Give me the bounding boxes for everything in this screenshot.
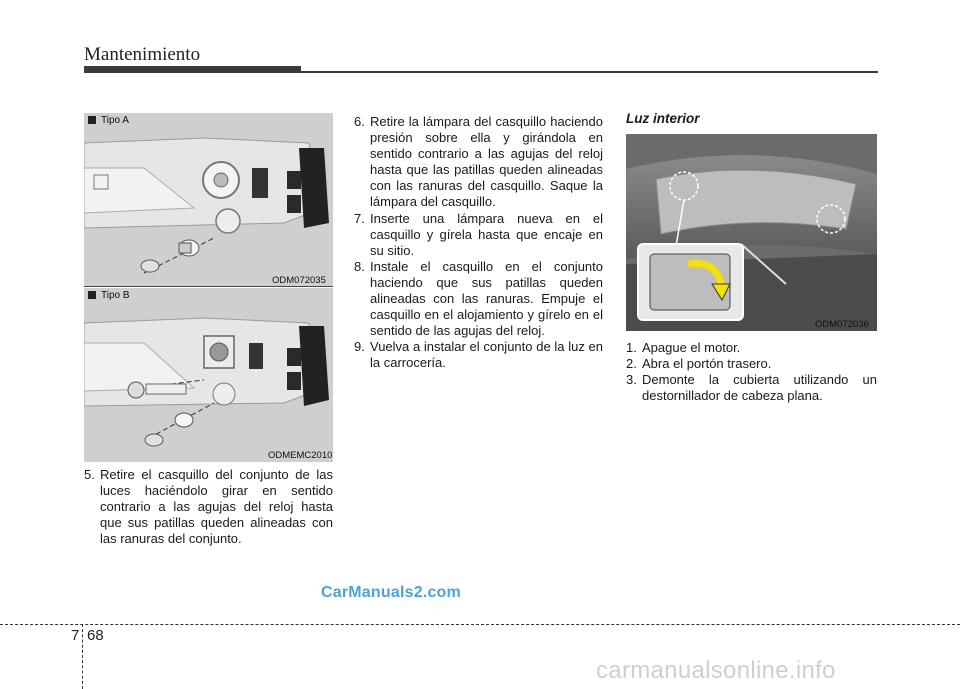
figure-tipo-a-code: ODM072035	[272, 275, 326, 286]
step-8	[354, 259, 603, 339]
step-number: 5.	[84, 467, 95, 482]
step-text: Retire el casquillo del conjunto de las luces haciéndolo girar en sentido contrario a las agujas del reloj hasta que sus patillas queden alineadas con las ranuras del conjunto.	[100, 467, 333, 547]
step-number: 1.	[626, 340, 637, 355]
section-title-luz-interior: Luz interior	[626, 111, 700, 126]
bullet-square-icon	[88, 291, 96, 299]
figure-tipo-a-label-text: Tipo A	[101, 115, 129, 126]
header-rule-thin	[84, 71, 878, 73]
step-number: 9.	[354, 339, 365, 355]
page-header-title: Mantenimiento	[84, 44, 201, 65]
column-3-text	[626, 340, 877, 404]
figure-tipo-a	[84, 113, 333, 286]
step-number: 7.	[354, 210, 365, 226]
footer-vertical-dashed-rule	[82, 624, 83, 689]
step-text: Vuelva a instalar el conjunto de la luz en la carrocería.	[370, 339, 603, 371]
figure-tipo-a-label	[88, 115, 129, 126]
step-number: 2.	[626, 356, 637, 372]
step-text: Apague el motor.	[642, 340, 741, 355]
step-number: 3.	[626, 372, 637, 388]
section-number: 7	[71, 627, 80, 644]
step-number: 6.	[354, 114, 365, 129]
step-7	[354, 211, 603, 259]
tailgate-interior-light-illustration	[626, 134, 877, 331]
figure-luz-interior	[626, 134, 877, 331]
figure-tipo-b-code: ODMEMC2010	[268, 450, 333, 461]
bullet-square-icon	[88, 116, 96, 124]
step-text: Instale el casquillo en el conjunto haciendo que sus patillas queden alineadas con las ranuras. Empuje el casquillo en el alojamiento y gírelo en el sentido de las agujas del reloj.	[370, 258, 603, 339]
watermark-link[interactable]: CarManuals2.com	[321, 584, 461, 601]
step-1	[626, 340, 877, 356]
figure-divider	[84, 286, 333, 287]
step-number: 8.	[354, 258, 365, 274]
headlamp-type-a-illustration	[84, 113, 333, 286]
figure-luz-interior-code: ODM072036	[815, 319, 869, 330]
step-6	[354, 114, 603, 211]
column-2-text	[354, 114, 603, 372]
watermark-bottom: carmanualsonline.info	[596, 657, 836, 684]
figure-tipo-b-label	[88, 290, 130, 301]
figure-tipo-b-label-text: Tipo B	[101, 290, 130, 301]
column-1-text	[84, 467, 333, 547]
step-text: Inserte una lámpara nueva en el casquillo y gírela hasta que encaje en su sitio.	[370, 210, 603, 258]
step-9	[354, 339, 603, 371]
page-number: 68	[87, 627, 104, 644]
step-text: Retire la lámpara del casquillo haciendo presión sobre ella y girándola en sentido contrario a las agujas del reloj hasta que las patillas queden alineadas con las ranuras del casquillo. Saque la lámpara del casquillo.	[370, 114, 603, 210]
headlamp-type-b-illustration	[84, 288, 333, 462]
step-text: Abra el portón trasero.	[642, 356, 772, 372]
step-text: Demonte la cubierta utilizando un destornillador de cabeza plana.	[642, 372, 877, 404]
step-3	[626, 372, 877, 404]
figure-tipo-b	[84, 288, 333, 462]
step-2	[626, 356, 877, 372]
footer-dashed-rule	[0, 624, 960, 625]
step-5	[84, 467, 333, 547]
